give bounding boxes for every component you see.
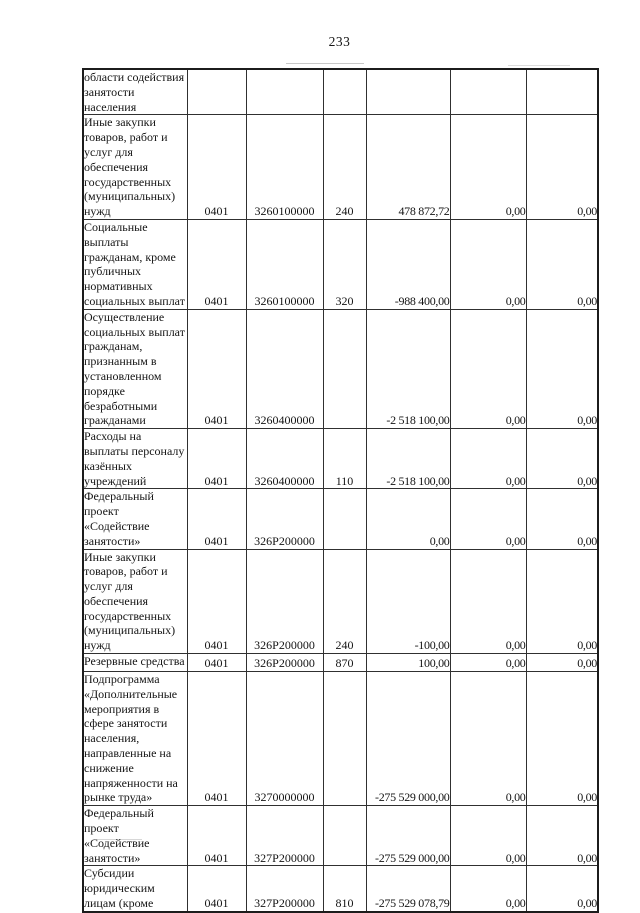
cell-amount-3: 0,00 bbox=[526, 115, 598, 220]
cell-section-code: 0401 bbox=[187, 489, 246, 549]
cell-name: Резервные средства bbox=[83, 654, 187, 672]
cell-expense-type: 240 bbox=[323, 115, 366, 220]
cell-section-code: 0401 bbox=[187, 219, 246, 309]
cell-expense-type bbox=[323, 672, 366, 806]
cell-amount-2: 0,00 bbox=[450, 549, 526, 654]
cell-amount-2: 0,00 bbox=[450, 672, 526, 806]
cell-name: Осуществление социальных выплат гражданам, признанным в установленном порядке безработными гражданами bbox=[83, 309, 187, 428]
cell-target-article: 327P200000 bbox=[246, 866, 323, 912]
cell-amount-2: 0,00 bbox=[450, 115, 526, 220]
table-row bbox=[83, 219, 598, 309]
cell-amount-3: 0,00 bbox=[526, 549, 598, 654]
cell-name: Расходы на выплаты персоналу казённых учреждений bbox=[83, 429, 187, 489]
cell-amount-change: 100,00 bbox=[366, 654, 450, 672]
cell-target-article: 326P200000 bbox=[246, 549, 323, 654]
cell-expense-type: 320 bbox=[323, 219, 366, 309]
cell-section-code: 0401 bbox=[187, 429, 246, 489]
cell-expense-type: 110 bbox=[323, 429, 366, 489]
cell-target-article: 3260400000 bbox=[246, 309, 323, 428]
cell-name: Субсидии юридическим лицам (кроме bbox=[83, 866, 187, 912]
cell-name: Федеральный проект «Содействие занятости» bbox=[83, 489, 187, 549]
cell-name: Социальные выплаты гражданам, кроме публичных нормативных социальных выплат bbox=[83, 219, 187, 309]
cell-amount-3: 0,00 bbox=[526, 489, 598, 549]
scan-artifact bbox=[508, 65, 570, 66]
cell-expense-type bbox=[323, 309, 366, 428]
table-row bbox=[83, 489, 598, 549]
cell-target-article: 3260100000 bbox=[246, 219, 323, 309]
cell-amount-change bbox=[366, 69, 450, 115]
cell-name: Иные закупки товаров, работ и услуг для обеспечения государственных (муниципальных) нужд bbox=[83, 549, 187, 654]
cell-expense-type: 240 bbox=[323, 549, 366, 654]
cell-amount-3: 0,00 bbox=[526, 654, 598, 672]
cell-amount-2: 0,00 bbox=[450, 309, 526, 428]
cell-section-code: 0401 bbox=[187, 806, 246, 866]
cell-amount-2: 0,00 bbox=[450, 219, 526, 309]
cell-target-article: 3260400000 bbox=[246, 429, 323, 489]
cell-amount-3: 0,00 bbox=[526, 219, 598, 309]
cell-amount-2: 0,00 bbox=[450, 806, 526, 866]
cell-amount-3: 0,00 bbox=[526, 866, 598, 912]
cell-amount-2: 0,00 bbox=[450, 489, 526, 549]
cell-section-code: 0401 bbox=[187, 672, 246, 806]
cell-section-code: 0401 bbox=[187, 309, 246, 428]
table-row bbox=[83, 69, 598, 115]
cell-amount-3: 0,00 bbox=[526, 806, 598, 866]
table-row bbox=[83, 866, 598, 912]
table-row bbox=[83, 429, 598, 489]
cell-amount-2: 0,00 bbox=[450, 654, 526, 672]
cell-amount-2 bbox=[450, 69, 526, 115]
cell-amount-change: 0,00 bbox=[366, 489, 450, 549]
cell-expense-type: 870 bbox=[323, 654, 366, 672]
table-row bbox=[83, 549, 598, 654]
budget-table bbox=[82, 68, 599, 913]
cell-target-article: 326P200000 bbox=[246, 489, 323, 549]
cell-expense-type bbox=[323, 69, 366, 115]
cell-section-code: 0401 bbox=[187, 654, 246, 672]
cell-name: Иные закупки товаров, работ и услуг для обеспечения государственных (муниципальных) нужд bbox=[83, 115, 187, 220]
cell-section-code: 0401 bbox=[187, 866, 246, 912]
cell-amount-change: -275 529 000,00 bbox=[366, 806, 450, 866]
cell-amount-change: -275 529 000,00 bbox=[366, 672, 450, 806]
cell-target-article: 326P200000 bbox=[246, 654, 323, 672]
cell-target-article: 3270000000 bbox=[246, 672, 323, 806]
cell-amount-2: 0,00 bbox=[450, 866, 526, 912]
cell-section-code bbox=[187, 69, 246, 115]
cell-amount-3: 0,00 bbox=[526, 429, 598, 489]
cell-section-code: 0401 bbox=[187, 115, 246, 220]
cell-amount-change: -275 529 078,79 bbox=[366, 866, 450, 912]
scan-artifact bbox=[286, 63, 364, 64]
cell-target-article bbox=[246, 69, 323, 115]
table-row bbox=[83, 806, 598, 866]
cell-expense-type bbox=[323, 806, 366, 866]
cell-name: Подпрограмма «Дополнительные мероприятия в сфере занятости населения, направленные на снижение напряженности на рынке труда» bbox=[83, 672, 187, 806]
cell-amount-3 bbox=[526, 69, 598, 115]
cell-amount-change: -988 400,00 bbox=[366, 219, 450, 309]
cell-amount-3: 0,00 bbox=[526, 672, 598, 806]
table-row bbox=[83, 672, 598, 806]
cell-name: Федеральный проект «Содействие занятости» bbox=[83, 806, 187, 866]
cell-amount-change: -2 518 100,00 bbox=[366, 309, 450, 428]
table-row bbox=[83, 309, 598, 428]
cell-expense-type bbox=[323, 489, 366, 549]
cell-amount-change: -100,00 bbox=[366, 549, 450, 654]
cell-amount-change: 478 872,72 bbox=[366, 115, 450, 220]
table-row bbox=[83, 654, 598, 672]
cell-name: области содействия занятости населения bbox=[83, 69, 187, 115]
cell-amount-2: 0,00 bbox=[450, 429, 526, 489]
cell-target-article: 327P200000 bbox=[246, 806, 323, 866]
cell-target-article: 3260100000 bbox=[246, 115, 323, 220]
cell-expense-type: 810 bbox=[323, 866, 366, 912]
cell-amount-3: 0,00 bbox=[526, 309, 598, 428]
cell-amount-change: -2 518 100,00 bbox=[366, 429, 450, 489]
page-number: 233 bbox=[328, 34, 351, 49]
cell-section-code: 0401 bbox=[187, 549, 246, 654]
table-row bbox=[83, 115, 598, 220]
